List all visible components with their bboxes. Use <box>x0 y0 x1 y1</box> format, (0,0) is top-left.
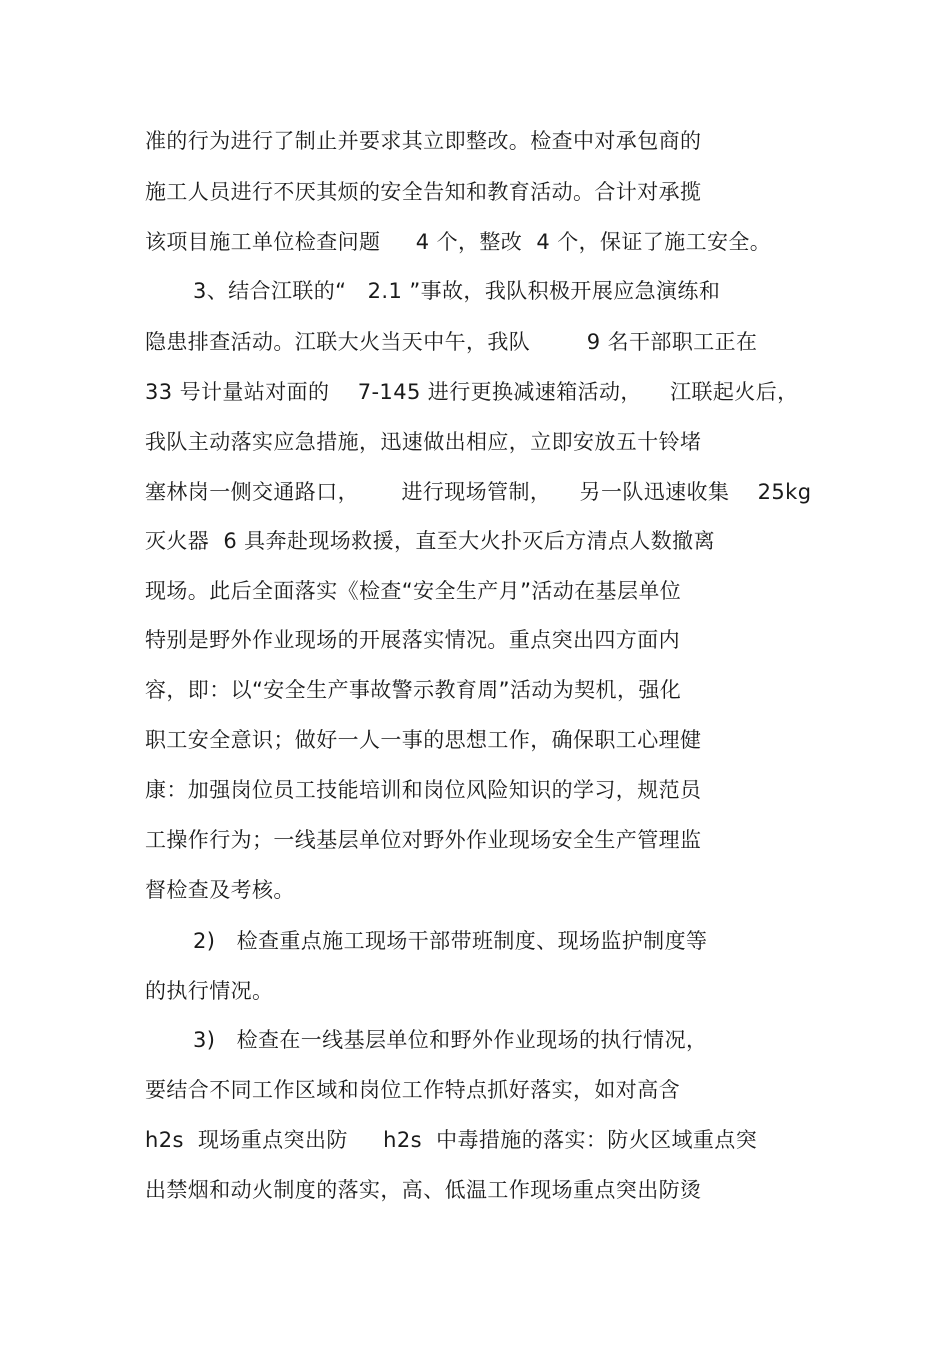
text-line: 3) 检查在一线基层单位和野外作业现场的执行情况， <box>193 1028 708 1052</box>
text-line: 准的行为进行了制止并要求其立即整改。检查中对承包商的 <box>145 129 702 153</box>
text-line: 容，即：以“安全生产事故警示教育周”活动为契机，强化 <box>145 678 682 702</box>
text-line: 我队主动落实应急措施，迅速做出相应，立即安放五十铃堵 <box>145 430 702 454</box>
text-line: 33 号计量站对面的 7-145 进行更换减速箱活动， 江联起火后， <box>145 380 799 404</box>
text-line: 出禁烟和动火制度的落实，高、低温工作现场重点突出防烫 <box>145 1178 702 1202</box>
text-line: 工操作行为；一线基层单位对野外作业现场安全生产管理监 <box>145 828 702 852</box>
text-line: 该项目施工单位检查问题 4 个，整改 4 个，保证了施工安全。 <box>145 230 772 254</box>
text-line: 3、结合江联的“ 2.1 ”事故，我队积极开展应急演练和 <box>193 279 721 303</box>
text-line: 塞林岗一侧交通路口， 进行现场管制， 另一队迅速收集 25kg <box>145 480 812 504</box>
text-line: 现场。此后全面落实《检查“安全生产月”活动在基层单位 <box>145 579 682 603</box>
text-line: 督检查及考核。 <box>145 878 295 902</box>
text-line: 灭火器 6 具奔赴现场救援，直至大火扑灭后方清点人数撤离 <box>145 529 715 553</box>
text-line: 2) 检查重点施工现场干部带班制度、现场监护制度等 <box>193 929 708 953</box>
text-line: 要结合不同工作区域和岗位工作特点抓好落实，如对高含 <box>145 1078 680 1102</box>
text-line: 施工人员进行不厌其烦的安全告知和教育活动。合计对承揽 <box>145 180 702 204</box>
text-line: 隐患排查活动。江联大火当天中午，我队 9 名干部职工正在 <box>145 330 758 354</box>
text-line: 的执行情况。 <box>145 979 274 1003</box>
text-line: 职工安全意识；做好一人一事的思想工作，确保职工心理健 <box>145 728 702 752</box>
text-line: h2s 现场重点突出防 h2s 中毒措施的落实：防火区域重点突 <box>145 1128 758 1152</box>
text-line: 特别是野外作业现场的开展落实情况。重点突出四方面内 <box>145 628 680 652</box>
text-line: 康：加强岗位员工技能培训和岗位风险知识的学习，规范员 <box>145 778 702 802</box>
